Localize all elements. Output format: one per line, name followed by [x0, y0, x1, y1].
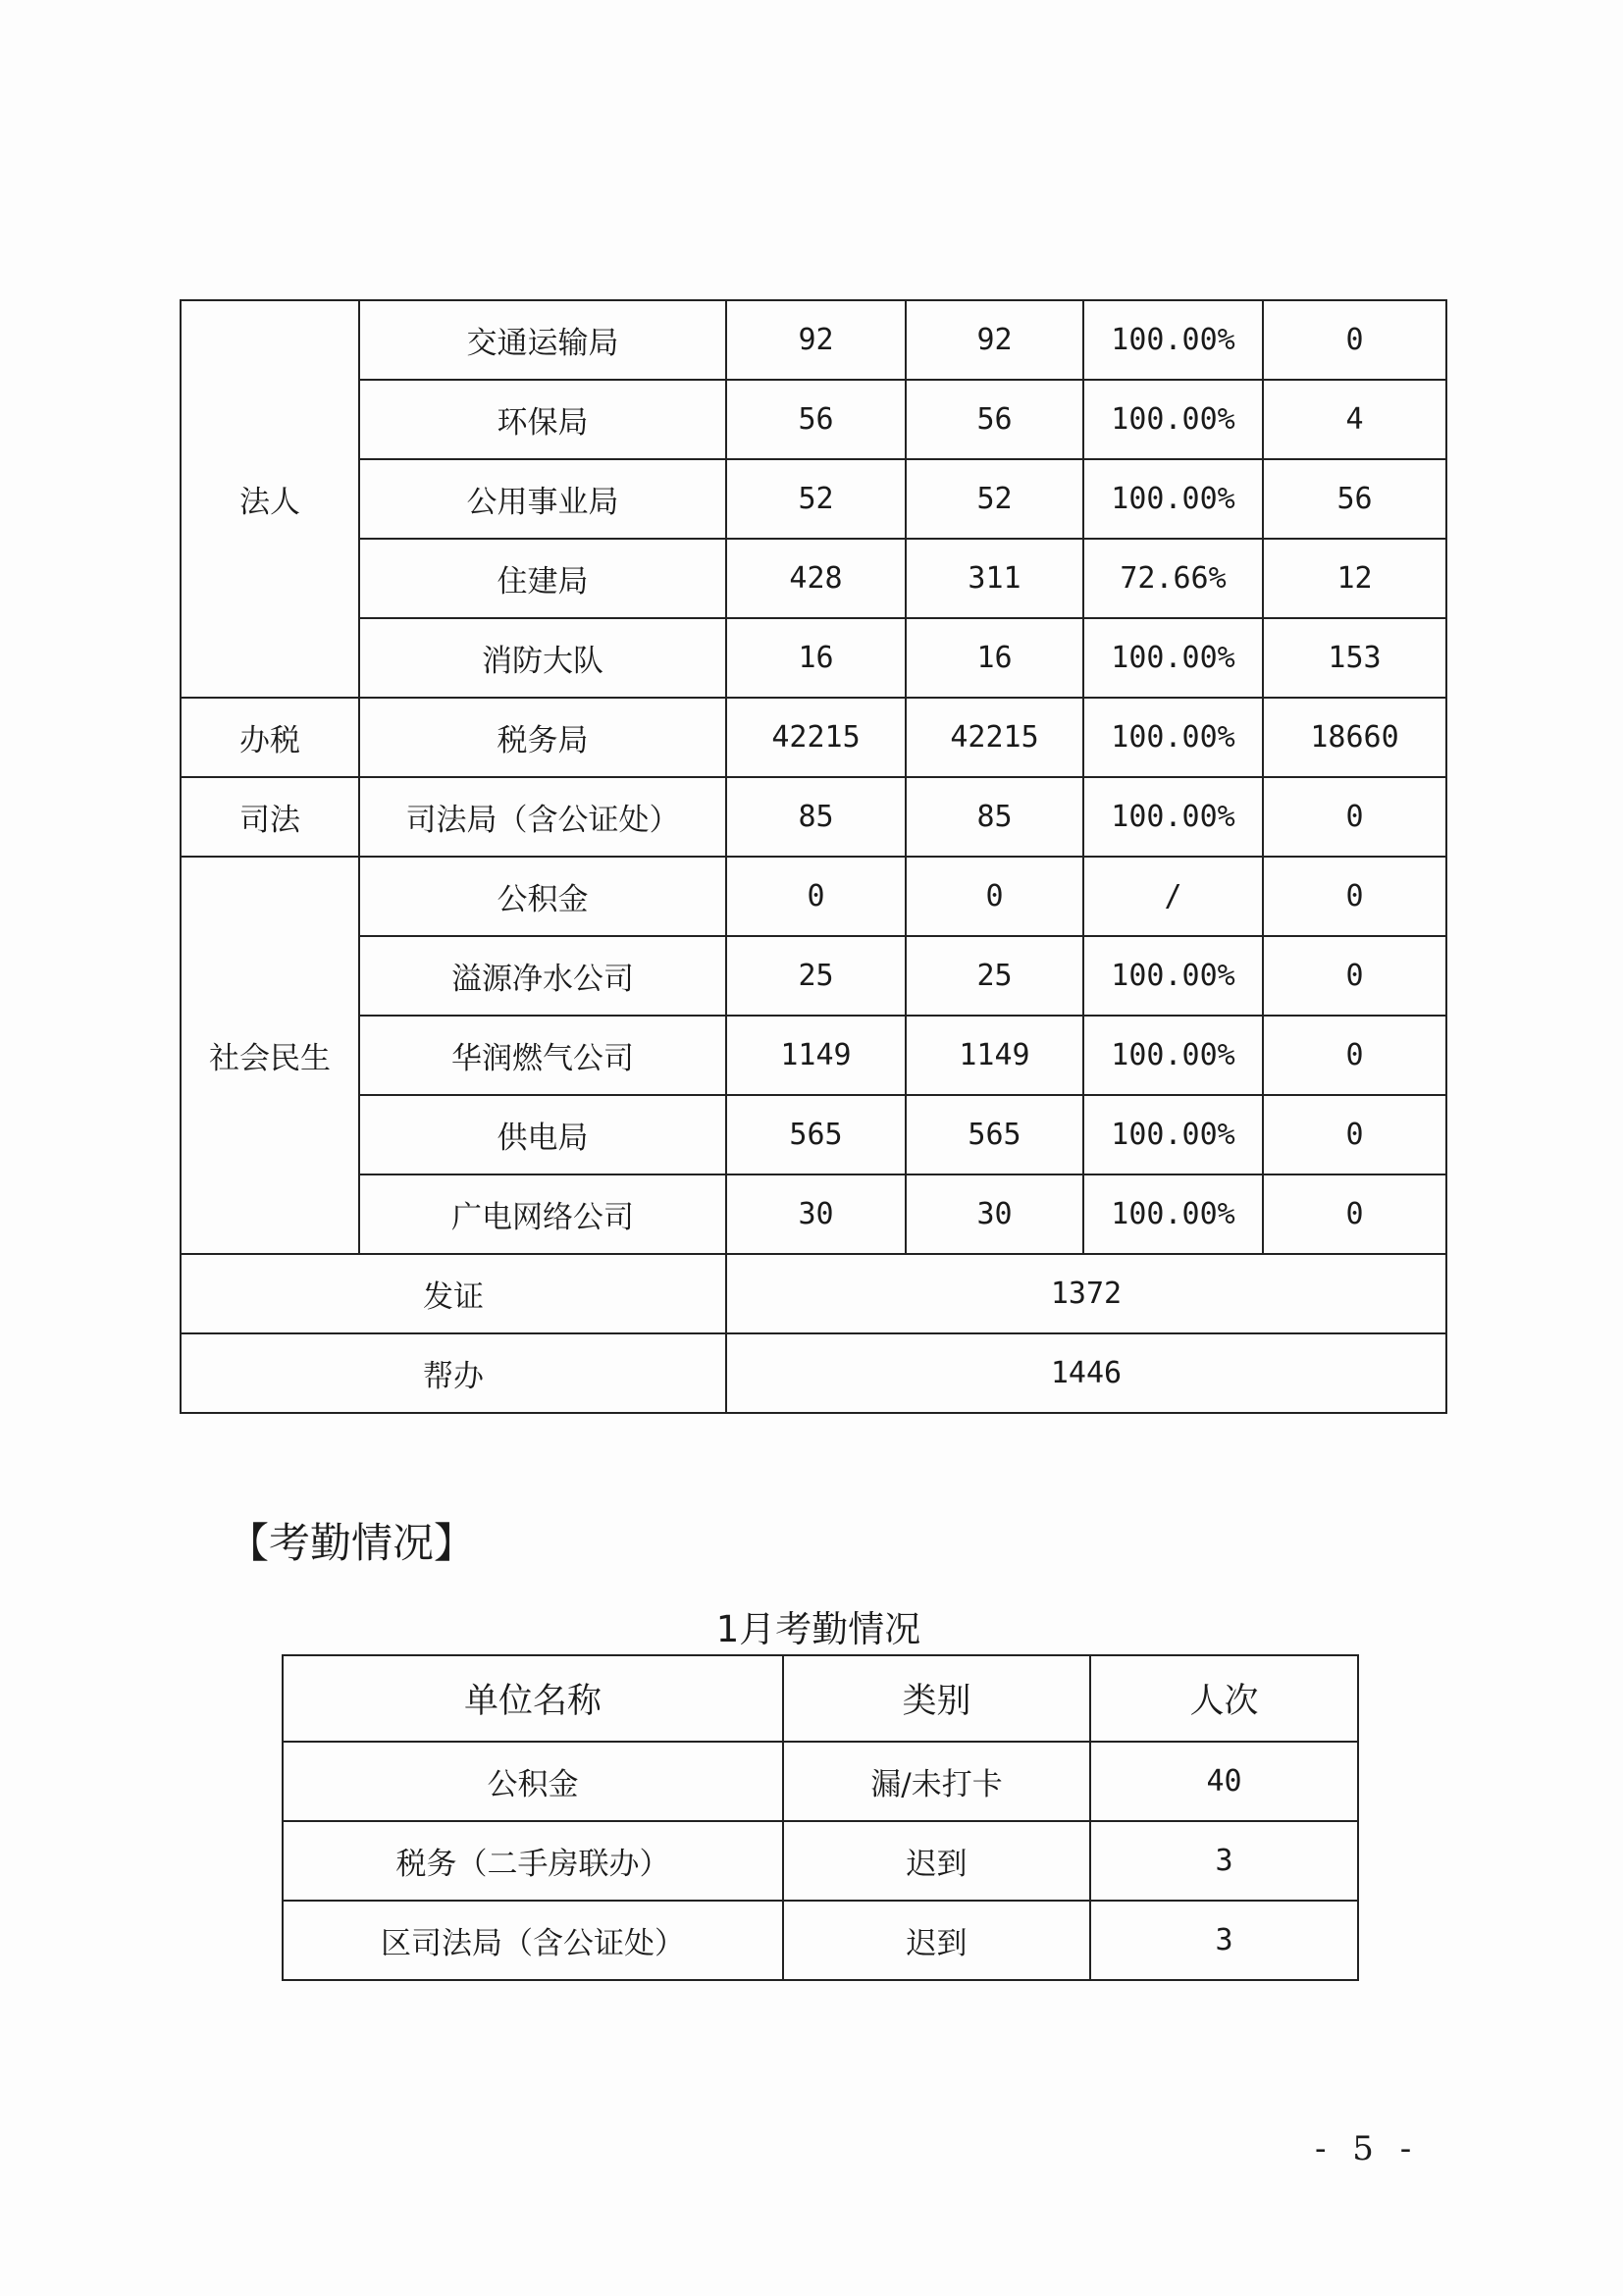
unit-name: 税务局 [359, 698, 726, 777]
value-a: 16 [726, 618, 906, 698]
summary-row [181, 1333, 1446, 1413]
value-a: 0 [726, 857, 906, 936]
section-heading: 【考勤情况】 [228, 1519, 476, 1567]
value-c: 153 [1263, 618, 1446, 698]
unit-name: 区司法局（含公证处） [283, 1901, 783, 1980]
page-number: - 5 - [1315, 2129, 1420, 2168]
value-a: 52 [726, 459, 906, 539]
unit-name: 广电网络公司 [359, 1174, 726, 1254]
unit-name: 供电局 [359, 1095, 726, 1174]
unit-name: 税务（二手房联办） [283, 1821, 783, 1901]
count: 3 [1090, 1821, 1358, 1901]
value-b: 56 [906, 380, 1083, 459]
value-b: 16 [906, 618, 1083, 698]
unit-name: 公用事业局 [359, 459, 726, 539]
value-c: 0 [1263, 777, 1446, 857]
rate: / [1083, 857, 1263, 936]
value-c: 56 [1263, 459, 1446, 539]
category: 迟到 [783, 1901, 1090, 1980]
unit-name: 公积金 [359, 857, 726, 936]
value-b: 30 [906, 1174, 1083, 1254]
table-row [181, 936, 1446, 1016]
summary-row [181, 1254, 1446, 1333]
value-a: 42215 [726, 698, 906, 777]
table-row [181, 539, 1446, 618]
unit-name: 溢源净水公司 [359, 936, 726, 1016]
value-b: 565 [906, 1095, 1083, 1174]
value-a: 56 [726, 380, 906, 459]
table-row [181, 300, 1446, 380]
column-header-category: 类别 [783, 1655, 1090, 1742]
value-b: 92 [906, 300, 1083, 380]
column-header-count: 人次 [1090, 1655, 1358, 1742]
count: 3 [1090, 1901, 1358, 1980]
unit-name: 环保局 [359, 380, 726, 459]
rate: 100.00% [1083, 1174, 1263, 1254]
summary-label: 帮办 [181, 1333, 726, 1413]
rate: 72.66% [1083, 539, 1263, 618]
rate: 100.00% [1083, 618, 1263, 698]
table-row [181, 380, 1446, 459]
rate: 100.00% [1083, 380, 1263, 459]
rate: 100.00% [1083, 459, 1263, 539]
table-row [181, 618, 1446, 698]
statistics-table [180, 299, 1447, 1414]
value-c: 0 [1263, 1095, 1446, 1174]
rate: 100.00% [1083, 300, 1263, 380]
rate: 100.00% [1083, 936, 1263, 1016]
summary-value: 1446 [726, 1333, 1446, 1413]
table-row [283, 1821, 1358, 1901]
summary-label: 发证 [181, 1254, 726, 1333]
value-b: 85 [906, 777, 1083, 857]
value-a: 25 [726, 936, 906, 1016]
category: 漏/未打卡 [783, 1742, 1090, 1821]
unit-name: 公积金 [283, 1742, 783, 1821]
value-c: 0 [1263, 1174, 1446, 1254]
table-row [181, 1174, 1446, 1254]
group-label-shehui: 社会民生 [181, 857, 359, 1254]
value-c: 0 [1263, 1016, 1446, 1095]
count: 40 [1090, 1742, 1358, 1821]
group-label-faren: 法人 [181, 300, 359, 698]
value-b: 1149 [906, 1016, 1083, 1095]
group-label-sifa: 司法 [181, 777, 359, 857]
table-row [181, 1016, 1446, 1095]
value-c: 12 [1263, 539, 1446, 618]
value-b: 42215 [906, 698, 1083, 777]
value-b: 52 [906, 459, 1083, 539]
attendance-table [282, 1654, 1359, 1981]
value-a: 85 [726, 777, 906, 857]
table-row [181, 777, 1446, 857]
table-row [181, 1095, 1446, 1174]
table-row [283, 1901, 1358, 1980]
attendance-table-title: 1月考勤情况 [715, 1608, 921, 1650]
value-a: 565 [726, 1095, 906, 1174]
value-a: 428 [726, 539, 906, 618]
table-row [181, 698, 1446, 777]
value-a: 1149 [726, 1016, 906, 1095]
value-c: 0 [1263, 300, 1446, 380]
rate: 100.00% [1083, 777, 1263, 857]
value-b: 25 [906, 936, 1083, 1016]
unit-name: 消防大队 [359, 618, 726, 698]
table-row [181, 459, 1446, 539]
group-label-banshui: 办税 [181, 698, 359, 777]
rate: 100.00% [1083, 698, 1263, 777]
unit-name: 交通运输局 [359, 300, 726, 380]
value-c: 18660 [1263, 698, 1446, 777]
unit-name: 住建局 [359, 539, 726, 618]
value-b: 0 [906, 857, 1083, 936]
column-header-unit: 单位名称 [283, 1655, 783, 1742]
category: 迟到 [783, 1821, 1090, 1901]
header-row [283, 1655, 1358, 1742]
value-a: 92 [726, 300, 906, 380]
value-c: 0 [1263, 936, 1446, 1016]
table-row [283, 1742, 1358, 1821]
value-c: 0 [1263, 857, 1446, 936]
value-c: 4 [1263, 380, 1446, 459]
table-row [181, 857, 1446, 936]
value-b: 311 [906, 539, 1083, 618]
unit-name: 司法局（含公证处） [359, 777, 726, 857]
unit-name: 华润燃气公司 [359, 1016, 726, 1095]
rate: 100.00% [1083, 1016, 1263, 1095]
value-a: 30 [726, 1174, 906, 1254]
rate: 100.00% [1083, 1095, 1263, 1174]
summary-value: 1372 [726, 1254, 1446, 1333]
